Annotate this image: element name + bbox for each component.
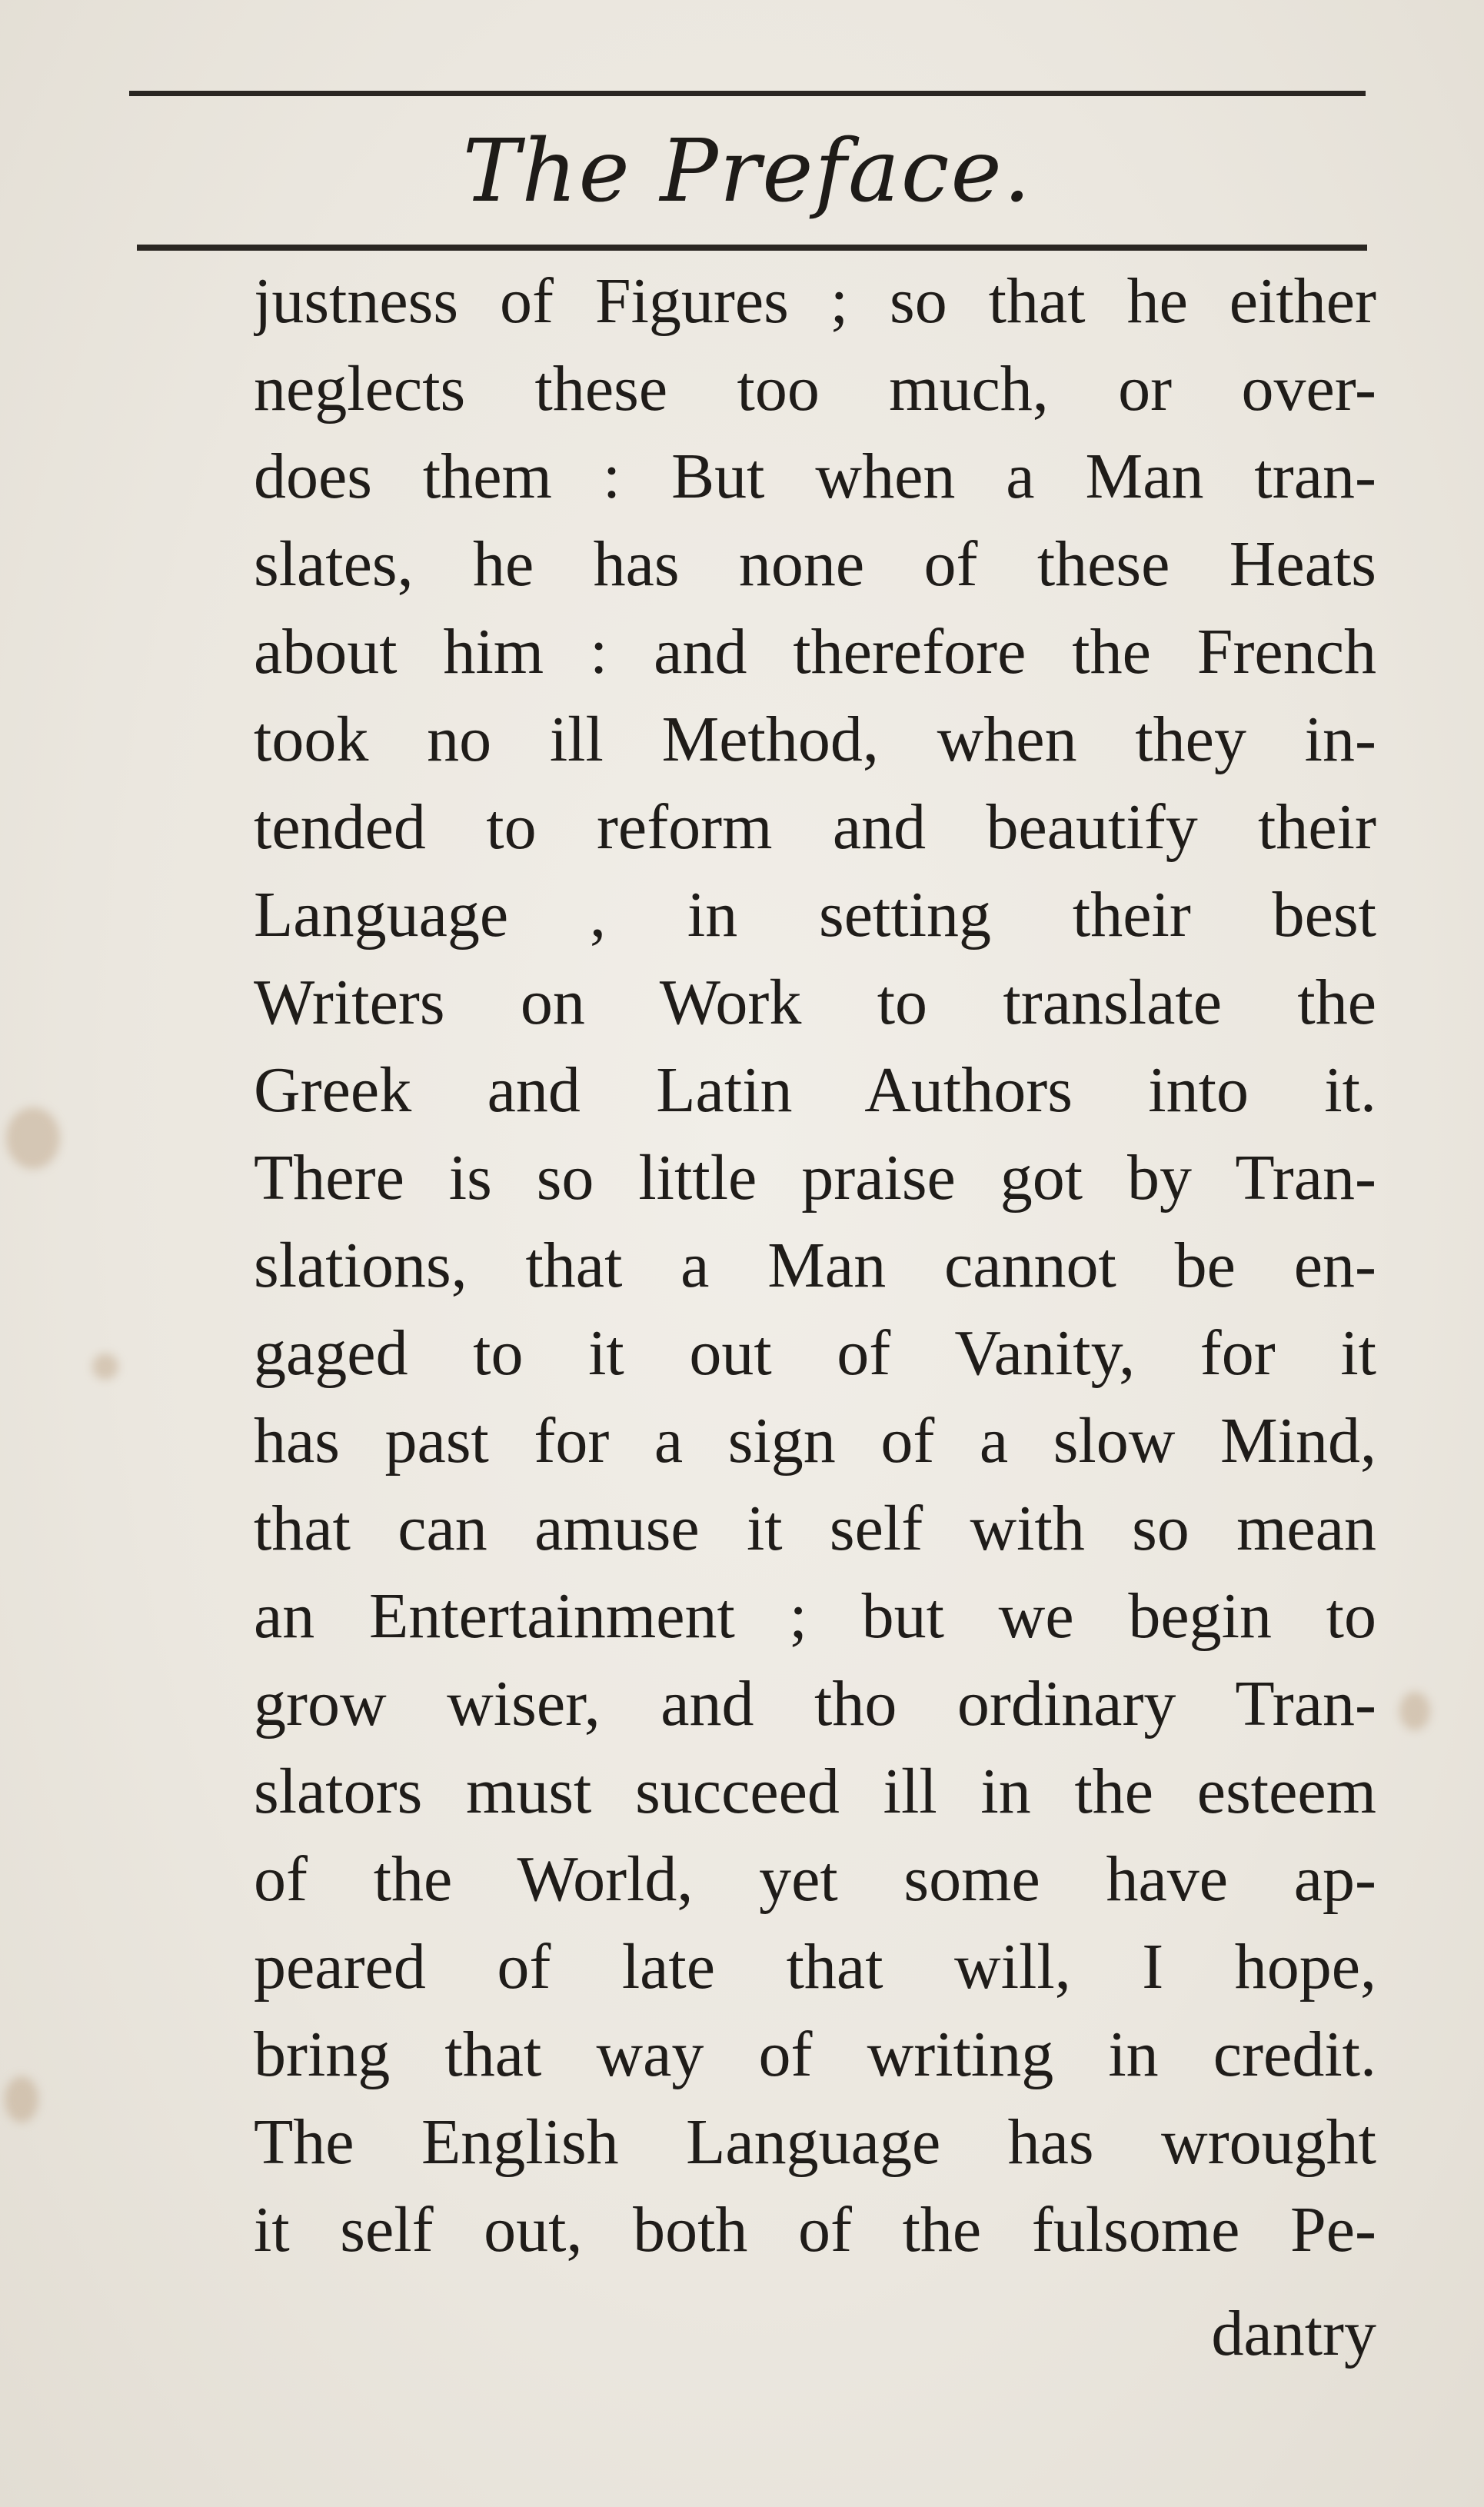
text-line: it self out, both of the fulsome Pe-: [254, 2194, 1376, 2266]
foxing-stain: [6, 1107, 60, 1169]
text-line: an Entertainment ; but we begin to: [254, 1580, 1376, 1652]
text-line: Language , in setting their best: [254, 879, 1376, 951]
text-line: bring that way of writing in credit.: [254, 2019, 1376, 2090]
text-line: Writers on Work to translate the: [254, 967, 1376, 1038]
text-line: about him : and therefore the French: [254, 616, 1376, 688]
text-line: slates, he has none of these Heats: [254, 528, 1376, 600]
body-text: [254, 258, 1376, 2274]
text-line: justness of Figures ; so that he either: [254, 265, 1376, 337]
text-line: tended to reform and beautify their: [254, 791, 1376, 863]
text-line: gaged to it out of Vanity, for it: [254, 1317, 1376, 1389]
text-line: took no ill Method, when they in-: [254, 704, 1376, 775]
text-line: of the World, yet some have ap-: [254, 1843, 1376, 1915]
header-rule-top: [129, 91, 1366, 96]
text-line: has past for a sign of a slow Mind,: [254, 1405, 1376, 1477]
text-line: grow wiser, and tho ordinary Tran-: [254, 1668, 1376, 1740]
running-head: The Preface.: [462, 122, 1033, 221]
foxing-stain: [1399, 1692, 1430, 1730]
text-line: There is so little praise got by Tran-: [254, 1142, 1376, 1214]
text-line: peared of late that will, I hope,: [254, 1931, 1376, 2003]
catchword: dantry: [1211, 2298, 1376, 2369]
text-line: that can amuse it self with so mean: [254, 1493, 1376, 1564]
text-line: neglects these too much, or over-: [254, 353, 1376, 424]
text-line: The English Language has wrought: [254, 2106, 1376, 2178]
text-line: does them : But when a Man tran-: [254, 441, 1376, 512]
text-line: slators must succeed ill in the esteem: [254, 1756, 1376, 1827]
foxing-stain: [5, 2076, 38, 2122]
text-line: Greek and Latin Authors into it.: [254, 1054, 1376, 1126]
header-rule-bottom: [137, 245, 1367, 251]
text-line: slations, that a Man cannot be en-: [254, 1230, 1376, 1301]
foxing-stain: [92, 1353, 118, 1380]
